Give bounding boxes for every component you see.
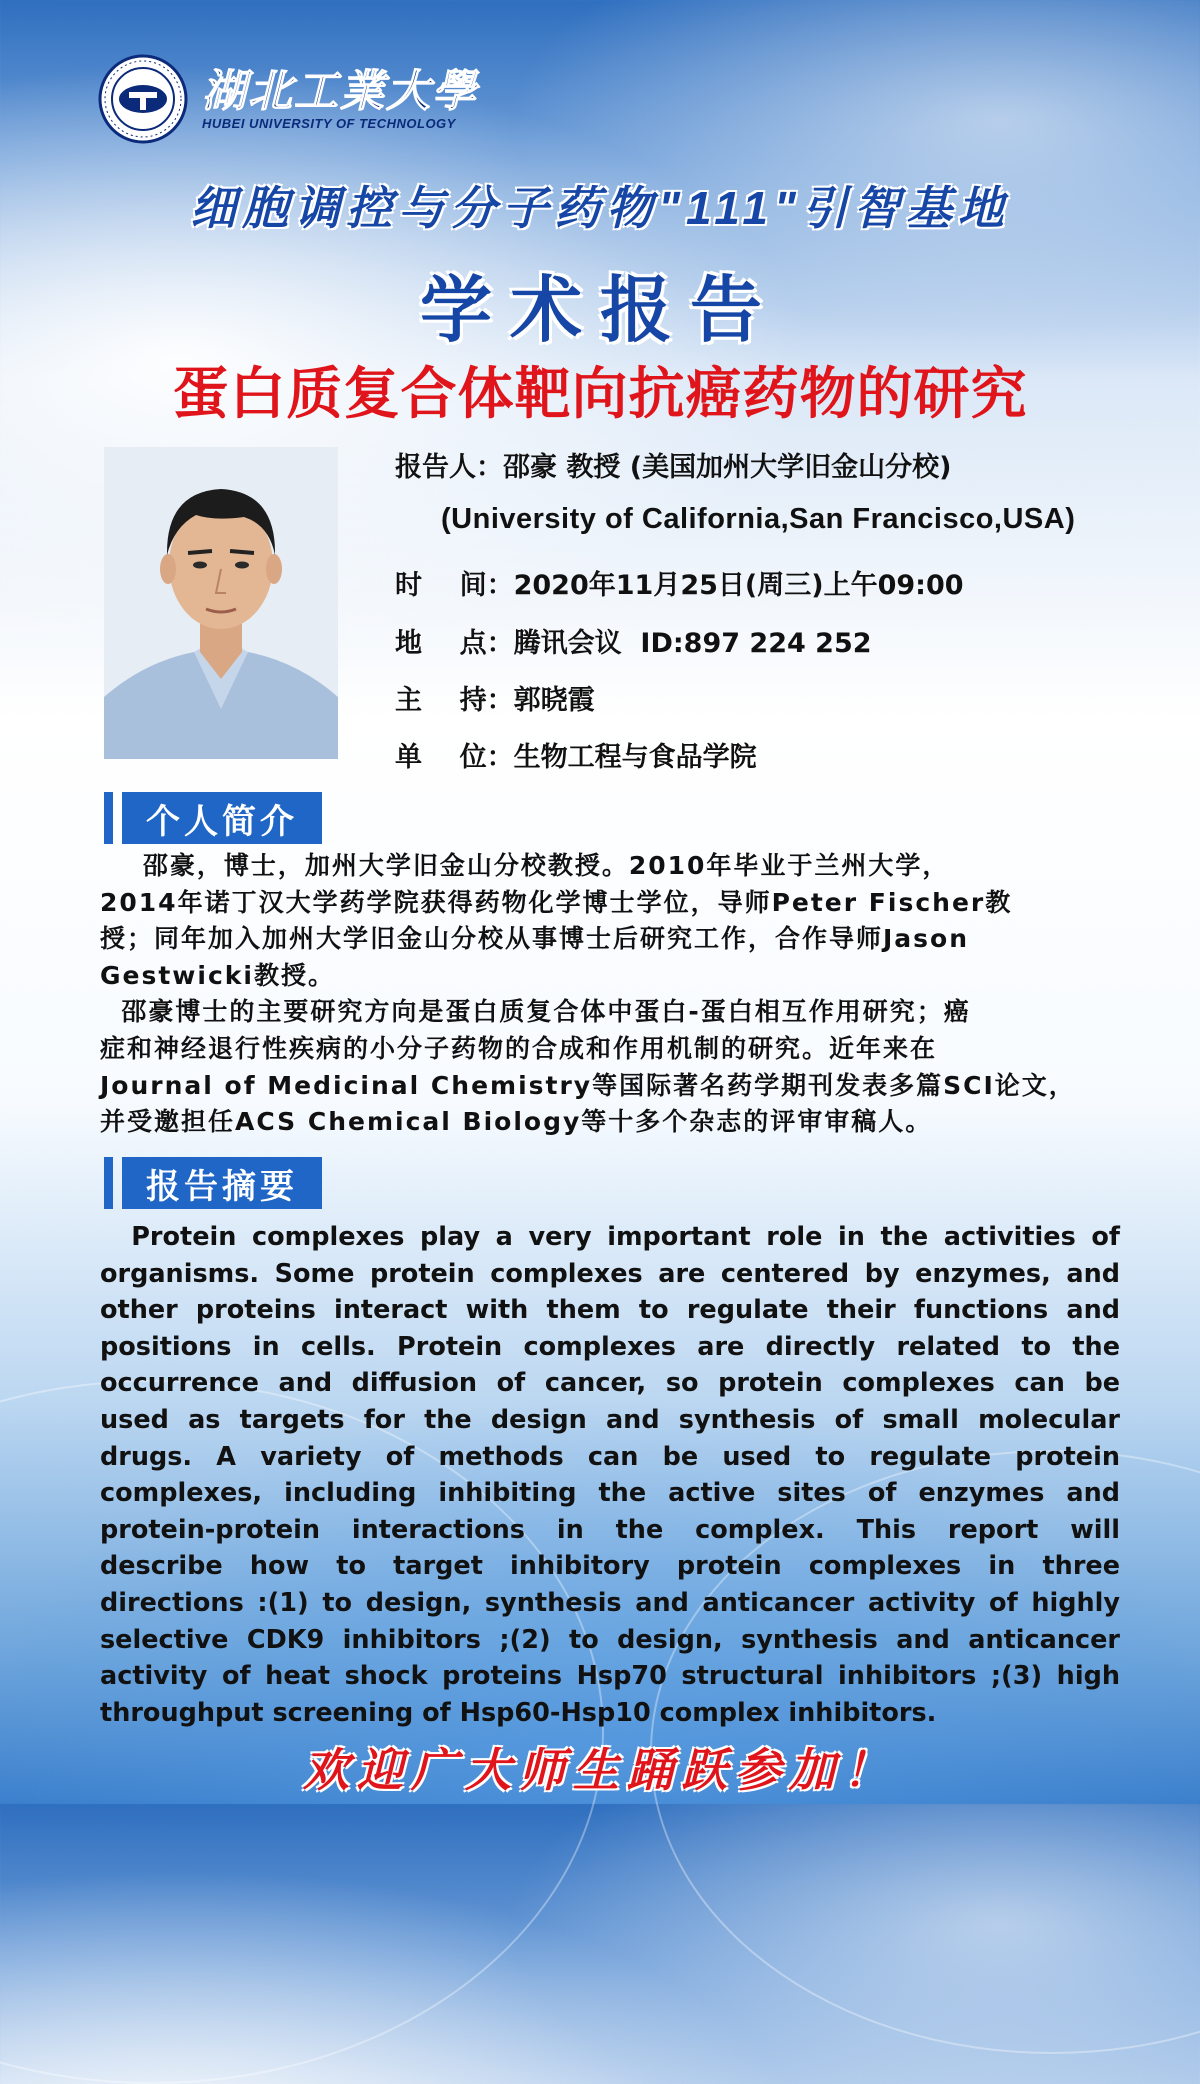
abstract-line: used as targets for the design and synthesis of small molecular bbox=[100, 1404, 1120, 1435]
section-marker bbox=[104, 1157, 113, 1209]
abstract-line: activity of heat shock proteins Hsp70 structural inhibitors ;(3) high bbox=[100, 1661, 1120, 1692]
report-title: 学术报告 bbox=[419, 271, 780, 351]
bio-paragraph bbox=[100, 848, 1120, 1141]
bio-line: 并受邀担任ACS Chemical Biology等十多个杂志的评审审稿人。 bbox=[100, 1107, 933, 1137]
bio-line: 2014年诺丁汉大学药学院获得药物化学博士学位，导师Peter Fischer教 bbox=[100, 887, 1013, 917]
university-name-en: HUBEI UNIVERSITY OF TECHNOLOGY bbox=[202, 115, 456, 131]
bio-heading: 个人简介 bbox=[122, 792, 322, 844]
abstract-line: occurrence and diffusion of cancer, so protein complexes can be bbox=[100, 1368, 1120, 1399]
bio-line: Journal of Medicinal Chemistry等国际著名药学期刊发表多篇SCI论文， bbox=[100, 1070, 1076, 1100]
time-line: 时 间：2020年11月25日(周三)上午09:00 bbox=[395, 570, 964, 601]
abstract-line: organisms. Some protein complexes are centered by enzymes, and bbox=[100, 1258, 1120, 1289]
abstract-line: selective CDK9 inhibitors ;(2) to design, synthesis and anticancer bbox=[100, 1624, 1120, 1655]
bio-line: 症和神经退行性疾病的小分子药物的合成和作用机制的研究。近年来在 bbox=[100, 1033, 938, 1063]
abstract-line: describe how to target inhibitory protein complexes in three bbox=[100, 1551, 1120, 1582]
bio-line: 邵豪博士的主要研究方向是蛋白质复合体中蛋白-蛋白相互作用研究；癌 bbox=[100, 997, 971, 1027]
section-marker bbox=[104, 792, 113, 844]
abstract-line: drugs. A variety of methods can be used to regulate protein bbox=[100, 1441, 1120, 1472]
abstract-line: positions in cells. Protein complexes are directly related to the bbox=[100, 1331, 1120, 1362]
abstract-heading: 报告摘要 bbox=[122, 1157, 322, 1209]
abstract-paragraph bbox=[100, 1219, 1120, 1731]
abstract-line: Protein complexes play a very important role in the activities of bbox=[100, 1222, 1120, 1252]
bio-line: 授；同年加入加州大学旧金山分校从事博士后研究工作，合作导师Jason bbox=[100, 924, 970, 954]
abstract-line: complexes, including inhibiting the active sites of enzymes and bbox=[100, 1478, 1120, 1509]
bio-line: Gestwicki教授。 bbox=[100, 960, 335, 990]
place-line: 地 点：腾讯会议 ID:897 224 252 bbox=[395, 628, 872, 659]
abstract-line: directions :(1) to design, synthesis and anticancer activity of highly bbox=[100, 1587, 1120, 1618]
bio-line: 邵豪，博士，加州大学旧金山分校教授。2010年毕业于兰州大学， bbox=[100, 851, 950, 880]
topic-title: 蛋白质复合体靶向抗癌药物的研究 bbox=[172, 362, 1028, 425]
welcome-slogan: 欢迎广大师生踊跃参加！ bbox=[303, 1743, 897, 1797]
university-name-cn: 湖北工業大學 bbox=[202, 65, 478, 117]
bio-section-header bbox=[104, 792, 322, 844]
abstract-section-header bbox=[104, 1157, 322, 1209]
abstract-line: protein-protein interactions in the complex. This report will bbox=[100, 1514, 1120, 1545]
host-line: 主 持：郭晓霞 bbox=[395, 685, 595, 716]
abstract-line: other proteins interact with them to regulate their functions and bbox=[100, 1295, 1120, 1326]
unit-line: 单 位：生物工程与食品学院 bbox=[395, 742, 757, 773]
speaker-line: 报告人：邵豪 教授 (美国加州大学旧金山分校) bbox=[395, 452, 952, 483]
university-header bbox=[98, 54, 478, 144]
university-logo-icon bbox=[98, 54, 188, 144]
speaker-affiliation-en: (University of California,San Francisco,USA) bbox=[441, 503, 1076, 535]
abstract-line: throughput screening of Hsp60-Hsp10 complex inhibitors. bbox=[100, 1697, 937, 1728]
speaker-photo bbox=[104, 447, 338, 759]
base-title: 细胞调控与分子药物"111"引智基地 bbox=[190, 182, 1010, 234]
